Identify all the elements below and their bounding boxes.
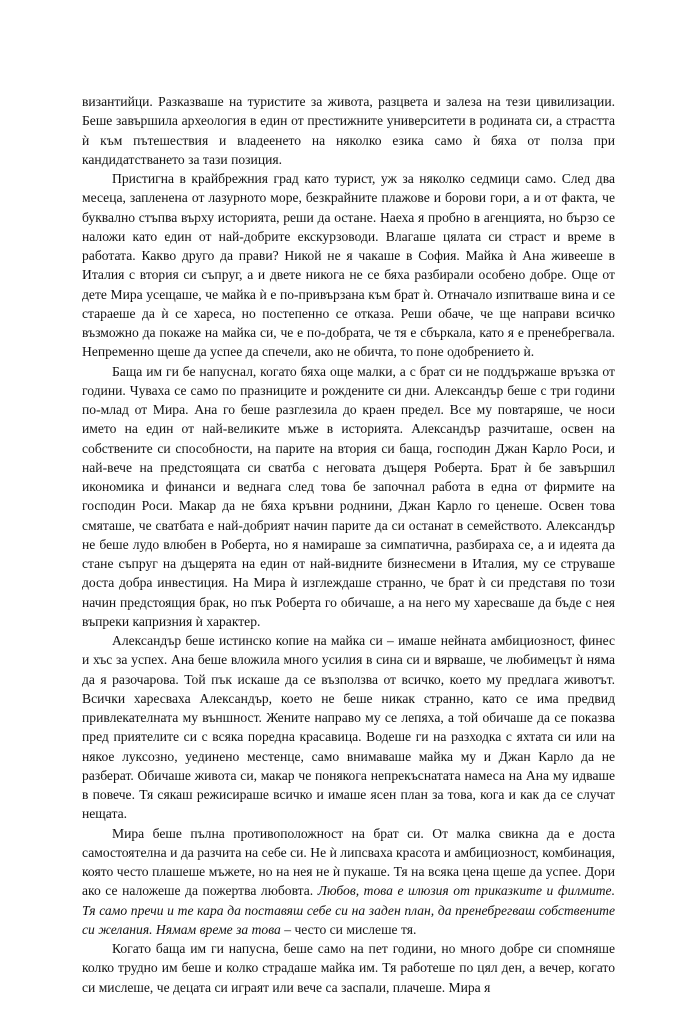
paragraph-text: Когато баща им ги напусна, беше само на пет години, но много добре си спомняше колко трудно им беше и колко страдаше майка им. Тя работеше по цял ден, а вечер, когато си мислеше, че децата си играят или вече са заспали, плачеше. Мира я bbox=[82, 941, 615, 995]
paragraph-text: Александър беше истинско копие на майка си – имаше нейната амбициозност, финес и хъс за успех. Ана беше вложила много усилия в сина си и вярваше, че любимецът ѝ няма да я разочарова. Той пък искаше да се възползва от всичко, което му предлага животът. Всички харесваха Александър, което не беше никак странно, като се има предвид привлекателната му външност. Жените направо му се лепяха, а той обичаше да се показва пред приятелите си с всяка поредна красавица. Водеше ги на разходка с яхтата си или на някое луксозно, уединено местенце, само внимаваше майка му и Джан Карло да не разберат. Обичаше живота си, макар че понякога непрекъснатата намеса на Ана му идваше в повече. Тя сякаш режисираше всичко и имаше ясен план за това, кога и как да се случат нещата. bbox=[82, 633, 615, 822]
paragraph-text: византийци. Разказваше на туристите за живота, разцвета и залеза на тези цивилизации. Беше завършила археология в един от престижните университети в родината си, а страстта ѝ към пътешествия и владеенето на няколко езика само ѝ бяха от полза при кандидатстването за тази позиция. bbox=[82, 94, 615, 167]
paragraph bbox=[82, 169, 615, 362]
paragraph bbox=[82, 631, 615, 824]
paragraph-text: Баща им ги бе напуснал, когато бяха още малки, а с брат си не поддържаше връзка от години. Чуваха се само по празниците и рождените си дни. Александър беше с три години по-млад от Мира. Ана го беше разглезила до краен предел. Все му повтаряше, че носи името на един от най-великите мъже в историята. Александър разчиташе, освен на собствените си способности, на парите на втория си баща, господин Джан Карло Роси, и най-вече на предстоящата си сватба с неговата дъщеря Роберта. Брат ѝ бе завършил икономика и финанси и веднага след това бе започнал работа в една от фирмите на господин Роси. Макар да не бяха кръвни роднини, Джан Карло го ценеше. Освен това смяташе, че сватбата е най-добрият начин парите да си останат в семейството. Александър не беше лудо влюбен в Роберта, но я намираше за симпатична, разбираха се, а и идеята да стане съпруг на дъщерята на един от най-видните бизнесмени в Италия, му се струваше доста добра инвестиция. На Мира ѝ изглеждаше странно, че брат ѝ си представя по този начин предстоящия брак, но пък Роберта го обичаше, а на него му харесваше да бъде с нея въпреки капризния ѝ характер. bbox=[82, 363, 615, 629]
paragraph bbox=[82, 362, 615, 632]
italic-inner-thought: Любов, това е илюзия от приказките и филмите. Тя само пречи и те кара да поставяш себе си на заден план, да пренебрегваш собствените си желания. Нямам време за това bbox=[82, 883, 615, 937]
paragraph bbox=[82, 939, 615, 997]
paragraph-text: Мира беше пълна противоположност на брат си. От малка свикна да е доста самостоятелна и да разчита на себе си. Не ѝ липсваха красота и амбициозност, комбинация, която често плашеше мъжете, но на нея не ѝ пукаше. Тя на всяка цена щеше да успее. Дори ако се наложеше да пожертва любовта. bbox=[82, 825, 615, 899]
paragraph bbox=[82, 824, 615, 940]
paragraph-text: – често си мислеше тя. bbox=[280, 921, 417, 937]
paragraph-continuation bbox=[82, 92, 615, 169]
body-text bbox=[82, 92, 615, 997]
paragraph-text: Пристигна в крайбрежния град като турист, уж за няколко седмици само. След два месеца, запленена от лазурното море, безкрайните плажове и борови гори, а и от факта, че буквално стъпва върху историята, реши да остане. Наеха я пробно в агенцията, но бързо се наложи като един от най-добрите екскурзоводи. Влагаше цялата си страст и време в работата. Какво друго да прави? Никой не я чакаше в София. Майка ѝ Ана живееше в Италия с втория си съпруг, а и двете никога не се бяха разбирали особено добре. Още от дете Мира усещаше, че майка ѝ е по-привързана към брат ѝ. Отначало изпитваше вина и се стараеше да ѝ се хареса, но постепенно се отказа. Реши обаче, че ще направи всичко възможно да покаже на майка си, че е по-добрата, че тя е сбъркала, като я е пренебрегвала. Непременно щеше да успее да спечели, ако не обичта, то поне одобрението ѝ. bbox=[82, 171, 615, 360]
